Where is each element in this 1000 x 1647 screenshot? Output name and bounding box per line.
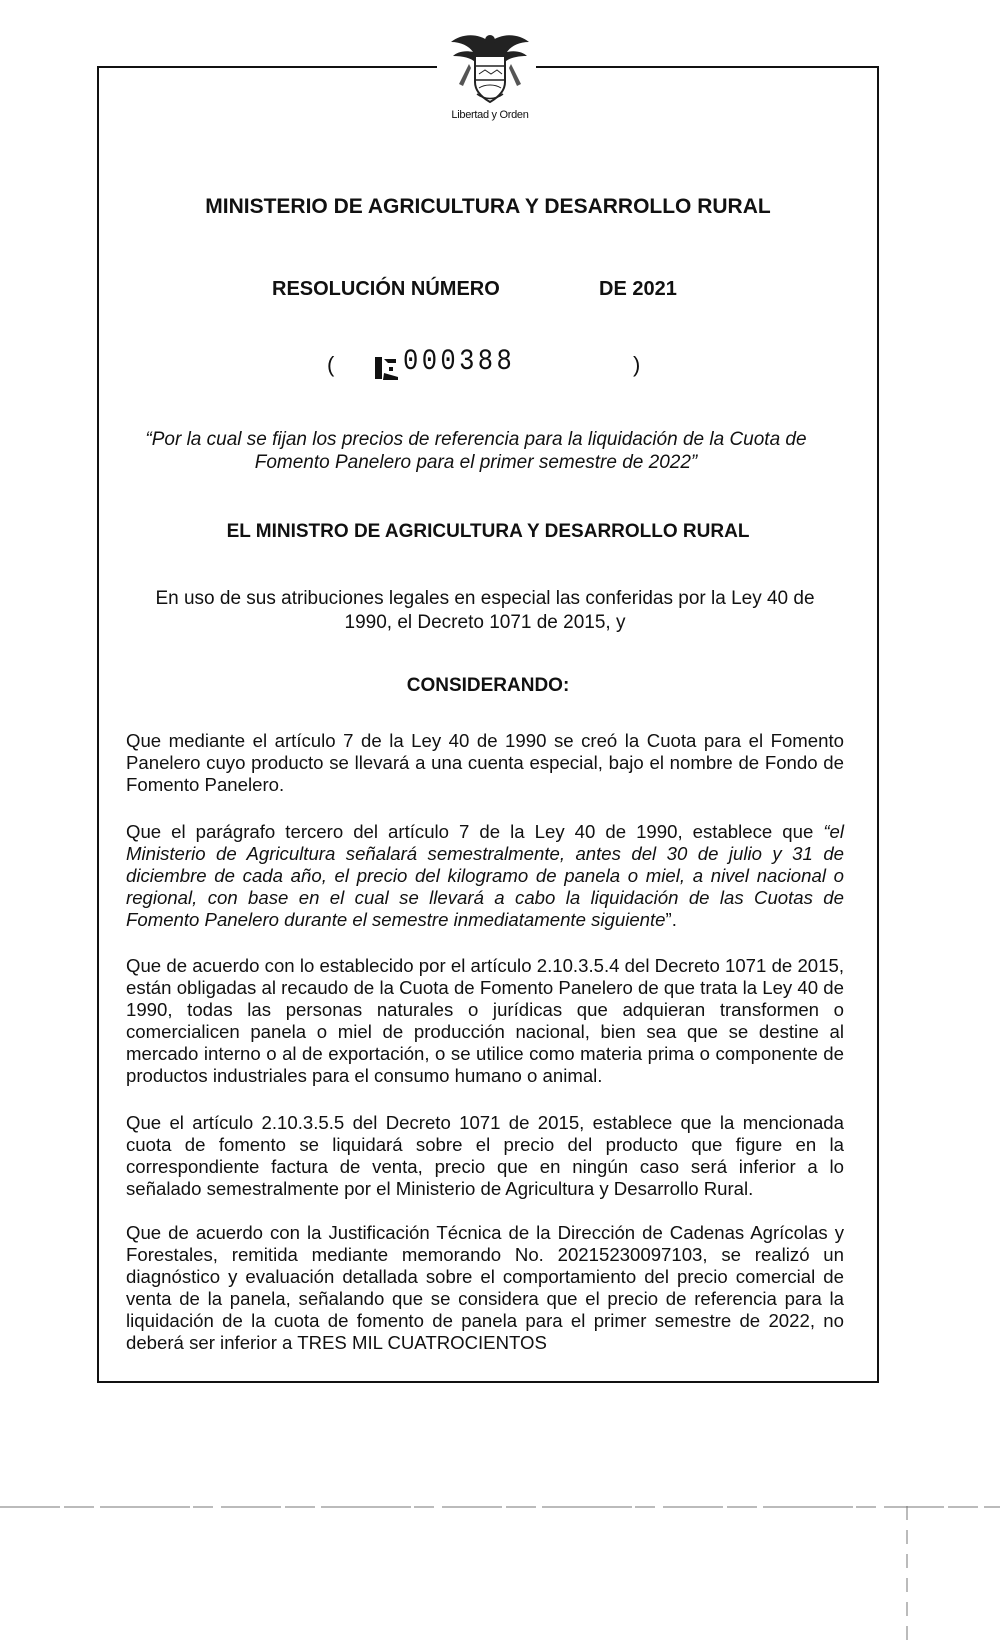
resolution-number: 000388: [403, 345, 516, 379]
resolution-subject: “Por la cual se fijan los precios de referencia para la liquidación de la Cuota de Fomento Panelero para el primer semestre de 2022”: [145, 429, 807, 473]
resolution-year: DE 2021: [599, 278, 677, 300]
considerando-paragraph-3: Que de acuerdo con lo establecido por el artículo 2.10.3.5.4 del Decreto 1071 de 2015, están obligadas al recaudo de la Cuota de Fomento Panelero de que trata la Ley 40 de 1990, todas las personas naturales o jurídicas que adquieran transformen o comercialicen panela o miel de producción nacional, bien sea que se destine al mercado interno o al de exportación, o se utilice como materia prima o componente de productos industriales para el consumo humano o animal.: [126, 955, 844, 1086]
resolution-paren-close: ): [633, 352, 641, 377]
stamp-mark-icon: [374, 355, 400, 381]
minister-title: EL MINISTRO DE AGRICULTURA Y DESARROLLO RURAL: [226, 521, 750, 542]
paragraph-2-end: ”.: [665, 909, 677, 930]
legal-powers: En uso de sus atribuciones legales en especial las conferidas por la Ley 40 de 1990, el Decreto 1071 de 2015, y: [155, 588, 815, 633]
considerando-paragraph-5: Que de acuerdo con la Justificación Técnica de la Dirección de Cadenas Agrícolas y Forestales, remitida mediante memorando No. 20215230097103, se realizó un diagnóstico y evaluación detallada sobre el comportamiento del precio comercial de venta de la panela, señalando que se considera que el precio de referencia para la liquidación de la cuota de fomento de panela para el primer semestre de 2022, no deberá ser inferior a TRES MIL CUATROCIENTOS: [126, 1222, 844, 1353]
scan-artifact-line: [0, 1506, 1000, 1508]
ministry-title: MINISTERIO DE AGRICULTURA Y DESARROLLO RURAL: [205, 195, 771, 218]
state-motto: Libertad y Orden: [451, 109, 529, 121]
considerando-paragraph-1: Que mediante el artículo 7 de la Ley 40 de 1990 se creó la Cuota para el Fomento Panelero cuyo producto se llevará a una cuenta especial, bajo el nombre de Fondo de Fomento Panelero.: [126, 730, 844, 795]
considerando-paragraph-2: [126, 821, 844, 931]
resolution-label: RESOLUCIÓN NÚMERO: [272, 278, 500, 300]
considerando-heading: CONSIDERANDO:: [406, 675, 570, 696]
resolution-paren-open: (: [327, 352, 335, 377]
paragraph-2-intro: Que el parágrafo tercero del artículo 7 de la Ley 40 de 1990, establece que: [126, 821, 824, 842]
colombia-coat-of-arms-icon: [447, 28, 533, 108]
paragraph-2-quote: “el Ministerio de Agricultura señalará semestralmente, antes del 30 de julio y 31 de diciembre de cada año, el precio del kilogramo de panela o miel, a nivel nacional o regional, con base en el cual se llevará a cabo la liquidación de las Cuotas de Fomento Panelero durante el semestre inmediatamente siguiente: [126, 821, 844, 930]
scan-artifact-vertical-line: [906, 1506, 908, 1647]
considerando-paragraph-4: Que el artículo 2.10.3.5.5 del Decreto 1071 de 2015, establece que la mencionada cuota de fomento se liquidará sobre el precio del producto que figure en la correspondiente factura de venta, precio que en ningún caso será inferior a lo señalado semestralmente por el Ministerio de Agricultura y Desarrollo Rural.: [126, 1112, 844, 1199]
